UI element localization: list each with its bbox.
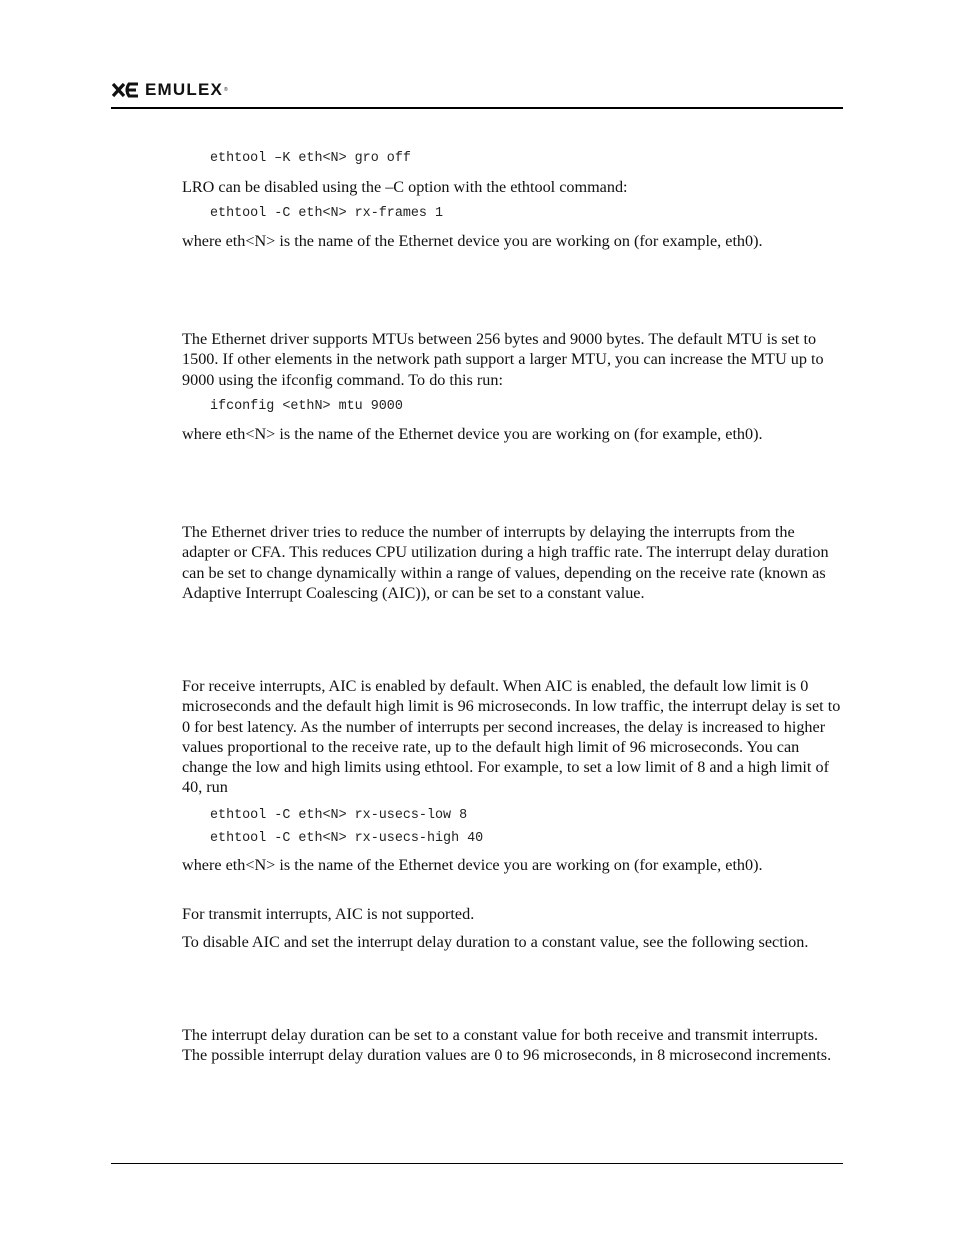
emulex-brand-text: EMULEX — [145, 80, 224, 99]
paragraph-disable-aic: To disable AIC and set the interrupt delay duration to a constant value, see the following section. — [182, 933, 809, 951]
paragraph-where-device-1: where eth<N> is the name of the Ethernet device you are working on (for example, eth0). — [182, 232, 763, 250]
paragraph-interrupt-coalescing: The Ethernet driver tries to reduce the number of interrupts by delaying the interrupts from the adapter or CFA. This reduces CPU utilization during a high traffic rate. The interrupt delay duration can be set to change dynamically within a range of values, depending on the receive rate (known as Adaptive Interrupt Coalescing (AIC)), or can be set to a constant value. — [182, 523, 829, 602]
code-gro-off: ethtool –K eth<N> gro off — [210, 151, 411, 166]
paragraph-constant-delay: The interrupt delay duration can be set to a constant value for both receive and transmit interrupts. The possible interrupt delay duration values are 0 to 96 microseconds, in 8 microsecond increments. — [182, 1026, 832, 1065]
paragraph-lro: LRO can be disabled using the –C option with the ethtool command: — [182, 178, 628, 196]
paragraph-transmit-aic: For transmit interrupts, AIC is not supported. — [182, 905, 475, 923]
paragraph-where-device-2: where eth<N> is the name of the Ethernet device you are working on (for example, eth0). — [182, 425, 763, 443]
page-header — [111, 78, 843, 108]
trademark-mark: ® — [224, 87, 228, 93]
code-rx-frames: ethtool -C eth<N> rx-frames 1 — [210, 206, 444, 221]
emulex-logo-icon — [111, 82, 141, 98]
code-rx-usecs-high: ethtool -C eth<N> rx-usecs-high 40 — [210, 831, 484, 846]
header-rule — [111, 107, 843, 109]
paragraph-where-device-3: where eth<N> is the name of the Ethernet device you are working on (for example, eth0). — [182, 856, 763, 874]
emulex-logo — [111, 81, 228, 99]
footer-rule — [111, 1163, 843, 1164]
paragraph-mtu: The Ethernet driver supports MTUs between 256 bytes and 9000 bytes. The default MTU is set to 1500. If other elements in the network path support a larger MTU, you can increase the MTU up to 9000 using the ifconfig command. To do this run: — [182, 330, 824, 389]
paragraph-aic-receive: For receive interrupts, AIC is enabled by default. When AIC is enabled, the default low limit is 0 microseconds and the default high limit is 96 microseconds. In low traffic, the interrupt delay is set to 0 for best latency. As the number of interrupts per second increases, the delay is increased to higher values proportional to the receive rate, up to the default high limit of 96 microseconds. You can change the low and high limits using ethtool. For example, to set a low limit of 8 and a high limit of 40, run — [182, 677, 841, 797]
code-ifconfig-mtu: ifconfig <ethN> mtu 9000 — [210, 399, 403, 414]
code-rx-usecs-low: ethtool -C eth<N> rx-usecs-low 8 — [210, 808, 468, 823]
